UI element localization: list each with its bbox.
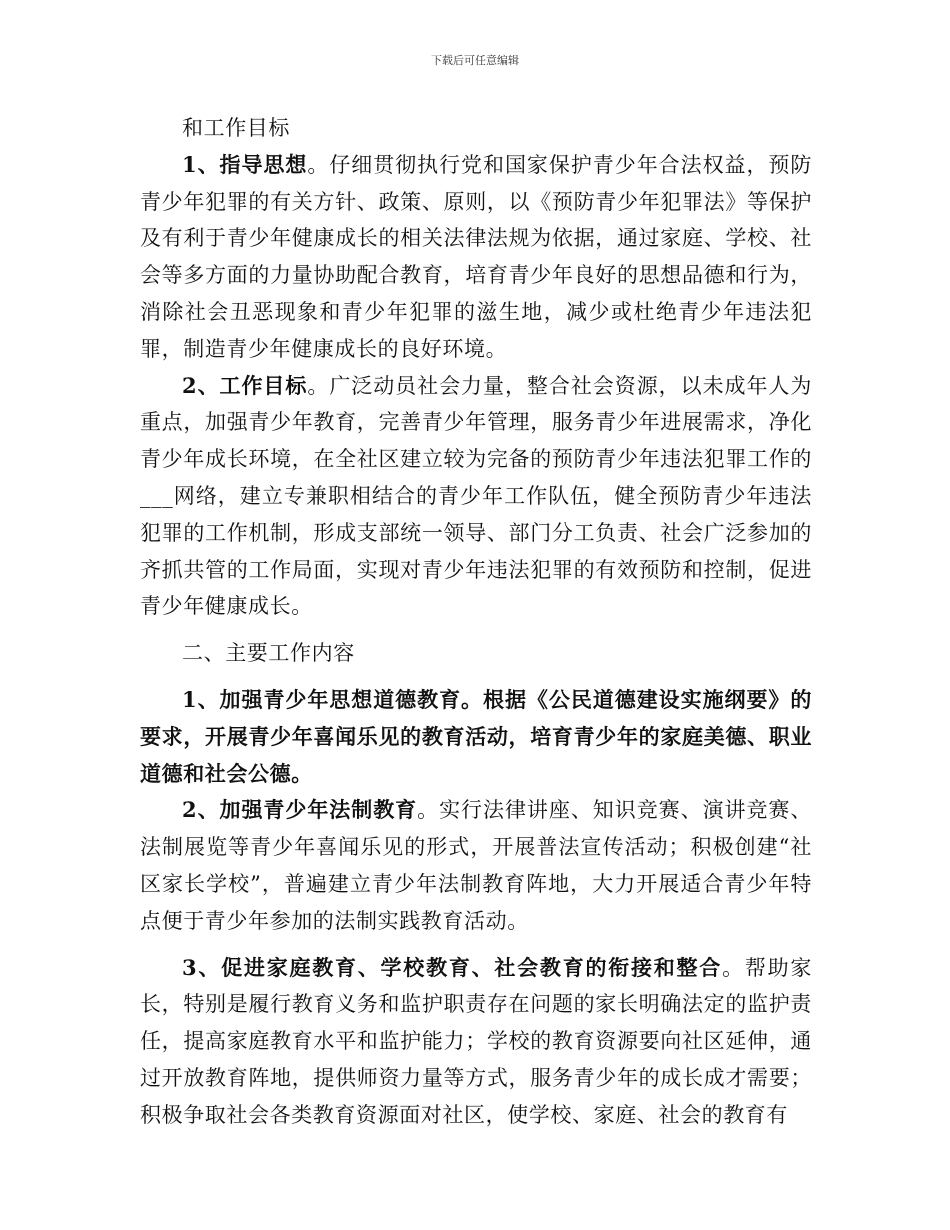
paragraph-legal-education bbox=[140, 792, 812, 939]
paragraph-moral-education bbox=[140, 682, 812, 792]
paragraph-work-goals-text: 。广泛动员社会力量，整合社会资源，以未成年人为重点，加强青少年教育，完善青少年管理，服务青少年进展需求，净化青少年成长环境，在全社区建立较为完备的预防青少年违法犯罪工作的___网络，建立专兼职相结合的青少年工作队伍，健全预防青少年违法犯罪的工作机制，形成支部统一领导、部门分工负责、社会广泛参加的齐抓共管的工作局面，实现对青少年违法犯罪的有效预防和控制，促进青少年健康成长。 bbox=[140, 373, 812, 619]
paragraph-moral-education-text: 1、加强青少年思想道德教育。根据《公民道德建设实施纲要》的要求，开展青少年喜闻乐见的教育活动，培育青少年的家庭美德、职业道德和社会公德。 bbox=[140, 686, 812, 786]
paragraph-education-integration bbox=[140, 950, 812, 1134]
heading-guiding-ideology: 1、指导思想 bbox=[182, 151, 308, 177]
paragraph-legal-education-text: 。实行法律讲座、知识竞赛、演讲竞赛、法制展览等青少年喜闻乐见的形式，开展普法宣传活动；积极创建“社区家长学校”，普遍建立青少年法制教育阵地，大力开展适合青少年特点便于青少年参加的法制实践教育活动。 bbox=[140, 798, 812, 933]
section-heading-main-work-text: 二、主要工作内容 bbox=[182, 641, 355, 666]
paragraph-guiding-ideology bbox=[140, 147, 812, 368]
paragraph-guiding-ideology-text: 。仔细贯彻执行党和国家保护青少年合法权益，预防青少年犯罪的有关方针、政策、原则，以《预防青少年犯罪法》等保护及有利于青少年健康成长的相关法律法规为依据，通过家庭、学校、社会等多方面的力量协助配合教育，培育青少年良好的思想品德和行为，消除社会丑恶现象和青少年犯罪的滋生地，减少或杜绝青少年违法犯罪，制造青少年健康成长的良好环境。 bbox=[140, 152, 812, 361]
heading-legal-education: 2、加强青少年法制教育 bbox=[182, 797, 418, 823]
document-body bbox=[140, 110, 812, 1134]
paragraph-education-integration-text: 。帮助家长，特别是履行教育义务和监护职责存在问题的家长明确法定的监护责任，提高家庭教育水平和监护能力；学校的教育资源要向社区延伸，通过开放教育阵地，提供师资力量等方式，服务青少年的成长成才需要；积极争取社会各类教育资源面对社区，使学校、家庭、社会的教育有 bbox=[140, 955, 813, 1127]
paragraph-intro bbox=[140, 110, 812, 147]
page-header: 下载后可任意编辑 bbox=[431, 54, 519, 67]
heading-work-goals: 2、工作目标 bbox=[182, 372, 308, 398]
paragraph-work-goals bbox=[140, 368, 812, 626]
section-heading-main-work bbox=[140, 635, 812, 672]
paragraph-intro-text: 和工作目标 bbox=[182, 116, 290, 140]
heading-education-integration: 3、促进家庭教育、学校教育、社会教育的衔接和整合 bbox=[182, 954, 723, 980]
